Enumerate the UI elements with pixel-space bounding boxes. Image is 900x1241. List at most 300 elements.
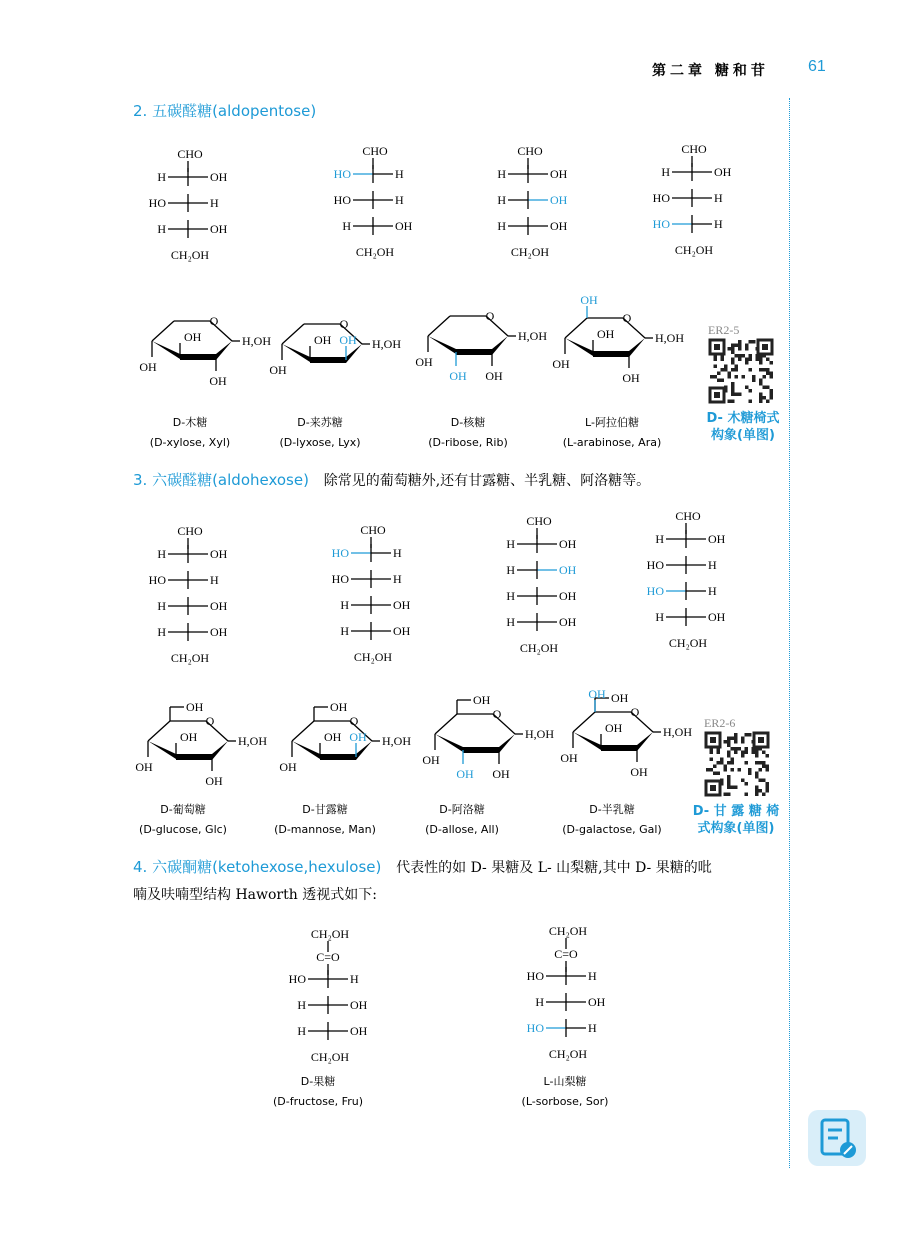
- qr-module: [766, 400, 770, 404]
- c2-hydroxyl: OH: [485, 369, 503, 383]
- qr-module: [731, 400, 735, 404]
- ring-bond: [180, 354, 216, 360]
- qr-finder-center: [758, 737, 764, 743]
- bond-line: [435, 714, 457, 734]
- qr-module: [762, 779, 766, 783]
- qr-caption-line: D- 木糖椅式: [706, 411, 780, 426]
- qr-module: [745, 344, 749, 348]
- qr-module: [734, 751, 738, 755]
- qr-module: [745, 782, 749, 786]
- qr-module: [720, 761, 724, 765]
- qr-module: [727, 740, 731, 744]
- qr-module: [738, 393, 742, 397]
- substituent-right: OH: [559, 589, 577, 603]
- qr-module: [759, 361, 763, 365]
- substituent-right: H: [393, 572, 402, 586]
- sugar-abbreviation: (L-sorbose, Sor): [521, 1095, 609, 1108]
- qr-module: [721, 358, 725, 362]
- substituent-left: H: [497, 219, 506, 233]
- qr-module: [731, 358, 735, 362]
- substituent-left: H: [661, 165, 670, 179]
- qr-module: [710, 758, 714, 762]
- qr-module: [759, 393, 763, 397]
- substituent-left: HO: [526, 969, 544, 983]
- qr-module: [741, 751, 745, 755]
- qr-module: [766, 768, 770, 772]
- substituent-left: H: [157, 547, 166, 561]
- c3-hydroxyl: OH: [456, 767, 474, 781]
- caption-ketose: [522, 1074, 609, 1108]
- qr-module: [756, 358, 760, 362]
- qr-caption-line: D- 甘 露 糖 椅: [692, 804, 780, 819]
- group-ch2oh: CH₂OH: [310, 927, 350, 941]
- ring-oxygen: O: [205, 714, 215, 728]
- qr-module: [738, 340, 742, 344]
- bond-line: [148, 721, 170, 741]
- qr-module: [734, 737, 738, 741]
- substituent-right: OH: [714, 165, 732, 179]
- fischer-l-arabinose: [653, 142, 732, 257]
- qr-module: [717, 379, 721, 383]
- qr-module: [741, 779, 745, 783]
- substituent-left: H: [535, 995, 544, 1009]
- qr-module: [748, 768, 752, 772]
- haworth-d-ribose: [415, 309, 547, 383]
- sugar-name: D-葡萄糖: [160, 803, 206, 816]
- caption-hexose: [425, 802, 499, 836]
- anomeric-group: H,OH: [525, 727, 554, 741]
- substituent-left: H: [655, 610, 664, 624]
- qr-module: [717, 751, 721, 755]
- qr-module: [745, 358, 749, 362]
- substituent-right: OH: [588, 995, 606, 1009]
- qr-module: [724, 365, 728, 369]
- haworth-d-xylose: [139, 314, 271, 388]
- qr-module: [759, 382, 763, 386]
- substituent-right: OH: [559, 615, 577, 629]
- ring-bond: [573, 732, 601, 750]
- qr-caption-line: 式构象(单图): [697, 821, 775, 836]
- c4-hydroxyl: OH: [588, 687, 606, 701]
- qr-module: [713, 772, 717, 776]
- qr-module: [770, 389, 774, 393]
- c4-hydroxyl: OH: [139, 360, 157, 374]
- c3-hydroxyl: OH: [314, 333, 332, 347]
- caption-hexose: [562, 802, 661, 836]
- group-cho: CHO: [362, 144, 388, 158]
- qr-module: [755, 775, 759, 779]
- c3-hydroxyl: OH: [180, 730, 198, 744]
- qr-module: [752, 340, 756, 344]
- qr-module: [731, 768, 735, 772]
- qr-module: [735, 344, 739, 348]
- section-text: 代表性的如 D- 果糖及 L- 山梨糖,其中 D- 果糖的吡: [396, 860, 712, 876]
- qr-module: [763, 396, 767, 400]
- substituent-left: H: [340, 624, 349, 638]
- group-cho: CHO: [675, 509, 701, 523]
- qr-module: [731, 368, 735, 372]
- group-carbonyl: C=O: [316, 950, 340, 964]
- qr-module: [748, 772, 752, 776]
- sugar-name: L-山梨糖: [543, 1075, 587, 1088]
- substituent-left: H: [506, 589, 515, 603]
- c6-hydroxyl: OH: [611, 691, 629, 705]
- substituent-left: HO: [288, 972, 306, 986]
- qr-module: [762, 765, 766, 769]
- c3-hydroxyl: OH: [184, 330, 202, 344]
- substituent-right: OH: [550, 193, 568, 207]
- substituent-right: H: [714, 217, 723, 231]
- qr-module: [766, 372, 770, 376]
- substituent-right: H: [395, 167, 404, 181]
- qr-module: [745, 361, 749, 365]
- qr-module: [759, 761, 763, 765]
- qr-module: [714, 375, 718, 379]
- substituent-right: H: [708, 558, 717, 572]
- qr-module: [766, 368, 770, 372]
- group-ch2oh: CH₂OH: [674, 243, 714, 257]
- substituent-left: HO: [652, 217, 670, 231]
- substituent-right: OH: [559, 563, 577, 577]
- ring-bond: [320, 754, 356, 760]
- fischer-d-fructose: [289, 927, 368, 1064]
- ring-oxygen: O: [492, 707, 502, 721]
- caption-ketose: [273, 1074, 363, 1108]
- ring-bond: [310, 357, 346, 363]
- qr-module: [763, 386, 767, 390]
- substituent-left: H: [157, 625, 166, 639]
- group-ch2oh: CH₂OH: [548, 924, 588, 938]
- qr-module: [741, 737, 745, 741]
- substituent-right: OH: [210, 170, 228, 184]
- anomeric-group: H,OH: [242, 334, 271, 348]
- substituent-right: H: [588, 969, 597, 983]
- substituent-right: H: [393, 546, 402, 560]
- substituent-left: H: [506, 563, 515, 577]
- qr-module: [731, 344, 735, 348]
- qr-module: [766, 782, 770, 786]
- qr-module: [727, 761, 731, 765]
- qr-module: [734, 740, 738, 744]
- sugar-abbreviation: (D-glucose, Glc): [139, 823, 227, 836]
- qr-module: [738, 354, 742, 358]
- qr-module: [721, 368, 725, 372]
- qr-module: [759, 379, 763, 383]
- c4-hydroxyl: OH: [415, 355, 433, 369]
- qr-module: [727, 786, 731, 790]
- qr-module: [731, 347, 735, 351]
- qr-module: [710, 375, 714, 379]
- fischer-d-lyxose: [334, 144, 413, 259]
- qr-module: [770, 396, 774, 400]
- substituent-left: H: [297, 998, 306, 1012]
- bond-line: [565, 318, 587, 338]
- group-cho: CHO: [177, 524, 203, 538]
- qr-module: [724, 793, 728, 797]
- substituent-right: OH: [708, 532, 726, 546]
- qr-module: [759, 396, 763, 400]
- ring-bond: [176, 754, 212, 760]
- haworth-d-mannose: [279, 700, 411, 774]
- qr-module: [731, 393, 735, 397]
- qr-module: [741, 754, 745, 758]
- c2-hydroxyl: OH: [622, 371, 640, 385]
- section-text: 除常见的葡萄糖外,还有甘露糖、半乳糖、阿洛糖等。: [323, 473, 651, 489]
- qr-module: [724, 368, 728, 372]
- qr-module: [755, 786, 759, 790]
- qr-module: [749, 389, 753, 393]
- qr-module: [731, 737, 735, 741]
- sugar-name: L-阿拉伯糖: [585, 416, 639, 429]
- anomeric-group: H,OH: [663, 725, 692, 739]
- qr-module: [762, 761, 766, 765]
- substituent-right: H: [210, 196, 219, 210]
- c4-hydroxyl: OH: [560, 751, 578, 765]
- c4-hydroxyl: OH: [580, 293, 598, 307]
- qr-module: [755, 772, 759, 776]
- substituent-left: H: [297, 1024, 306, 1038]
- notes-icon[interactable]: [808, 1110, 866, 1166]
- group-ch2oh: CH₂OH: [310, 1050, 350, 1064]
- qr-finder-center: [710, 737, 716, 743]
- fischer-d-galactose: [647, 509, 726, 650]
- c2-hydroxyl: OH: [349, 730, 367, 744]
- qr-module: [727, 751, 731, 755]
- qr-module: [735, 393, 739, 397]
- qr-module: [749, 400, 753, 404]
- qr-module: [727, 737, 731, 741]
- fischer-d-mannose: [332, 523, 411, 664]
- qr-module: [752, 375, 756, 379]
- substituent-left: HO: [333, 193, 351, 207]
- bond-line: [428, 316, 450, 336]
- sugar-abbreviation: (D-xylose, Xyl): [149, 436, 231, 449]
- qr-module: [731, 786, 735, 790]
- ring-bond: [637, 732, 653, 751]
- qr-module: [714, 365, 718, 369]
- caption-pentose: [150, 415, 230, 449]
- sugar-abbreviation: (D-fructose, Fru): [273, 1095, 363, 1108]
- ring-bond: [629, 338, 645, 357]
- section-label: 3. 六碳醛糖(aldohexose): [133, 471, 309, 489]
- qr-module: [745, 733, 749, 737]
- substituent-right: OH: [550, 167, 568, 181]
- qr-module: [763, 368, 767, 372]
- qr-module: [728, 375, 732, 379]
- qr-module: [762, 751, 766, 755]
- substituent-left: H: [340, 598, 349, 612]
- qr-module: [728, 400, 732, 404]
- ring-oxygen: O: [209, 314, 219, 328]
- qr-module: [735, 375, 739, 379]
- substituent-left: HO: [646, 558, 664, 572]
- ring-bond: [212, 741, 228, 760]
- qr-module: [710, 751, 714, 755]
- qr-module: [731, 386, 735, 390]
- substituent-left: HO: [148, 573, 166, 587]
- qr-module: [745, 761, 749, 765]
- bond-line: [282, 324, 304, 344]
- qr-finder-center: [762, 344, 768, 350]
- haworth-d-lyxose: [269, 317, 401, 377]
- substituent-right: H: [588, 1021, 597, 1035]
- substituent-left: HO: [652, 191, 670, 205]
- qr-module: [734, 733, 738, 737]
- qr-module: [717, 372, 721, 376]
- qr-module: [731, 361, 735, 365]
- group-ch2oh: CH₂OH: [548, 1047, 588, 1061]
- sugar-abbreviation: (D-ribose, Rib): [428, 436, 508, 449]
- qr-module: [745, 751, 749, 755]
- caption-hexose: [139, 802, 227, 836]
- fischer-d-ribose: [497, 144, 567, 259]
- substituent-right: OH: [550, 219, 568, 233]
- haworth-d-glucose: [135, 700, 267, 788]
- fischer-d-glucose: [149, 524, 228, 665]
- qr-caption-er2-5: [697, 410, 789, 444]
- qr-module: [755, 761, 759, 765]
- substituent-right: H: [714, 191, 723, 205]
- c2-hydroxyl: OH: [209, 374, 227, 388]
- substituent-left: H: [506, 537, 515, 551]
- qr-module: [738, 347, 742, 351]
- qr-module: [728, 372, 732, 376]
- qr-pattern: [702, 716, 772, 799]
- qr-module: [749, 368, 753, 372]
- qr-module: [770, 393, 774, 397]
- substituent-left: HO: [526, 1021, 544, 1035]
- ring-oxygen: O: [622, 311, 632, 325]
- qr-finder-center: [714, 344, 720, 350]
- qr-module: [745, 793, 749, 797]
- sugar-name: D-阿洛糖: [439, 803, 485, 816]
- group-ch2oh: CH₂OH: [668, 636, 708, 650]
- qr-module: [752, 379, 756, 383]
- substituent-left: H: [157, 599, 166, 613]
- qr-module: [727, 793, 731, 797]
- substituent-left: H: [655, 532, 664, 546]
- ring-bond: [282, 344, 310, 362]
- qr-module: [749, 358, 753, 362]
- substituent-left: H: [497, 167, 506, 181]
- qr-module: [734, 747, 738, 751]
- group-cho: CHO: [517, 144, 543, 158]
- qr-module: [745, 347, 749, 351]
- c4-hydroxyl: OH: [269, 363, 287, 377]
- qr-module: [759, 368, 763, 372]
- c4-hydroxyl: OH: [279, 760, 297, 774]
- ring-bond: [216, 341, 232, 360]
- substituent-right: OH: [393, 598, 411, 612]
- qr-module: [755, 789, 759, 793]
- substituent-left: H: [497, 193, 506, 207]
- qr-module: [759, 789, 763, 793]
- c2-hydroxyl: OH: [630, 765, 648, 779]
- caption-hexose: [274, 802, 376, 836]
- substituent-left: H: [157, 170, 166, 184]
- sugar-abbreviation: (D-galactose, Gal): [562, 823, 662, 836]
- substituent-right: H: [395, 193, 404, 207]
- substituent-left: HO: [333, 167, 351, 181]
- sugar-abbreviation: (D-allose, All): [425, 823, 499, 836]
- substituent-right: OH: [350, 1024, 368, 1038]
- group-cho: CHO: [360, 523, 386, 537]
- bond-line: [152, 321, 174, 341]
- substituent-right: OH: [210, 599, 228, 613]
- qr-code-id: ER2-6: [704, 716, 736, 730]
- qr-module: [721, 379, 725, 383]
- group-ch2oh: CH₂OH: [355, 245, 395, 259]
- group-ch2oh: CH₂OH: [510, 245, 550, 259]
- qr-module: [762, 793, 766, 797]
- qr-module: [759, 400, 763, 404]
- qr-module: [766, 789, 770, 793]
- qr-module: [742, 354, 746, 358]
- c3-hydroxyl: OH: [324, 730, 342, 744]
- anomeric-group: H,OH: [518, 329, 547, 343]
- qr-module: [710, 768, 714, 772]
- qr-module: [731, 389, 735, 393]
- ring-bond: [492, 336, 508, 355]
- qr-module: [735, 368, 739, 372]
- qr-module: [724, 740, 728, 744]
- c6-hydroxyl: OH: [186, 700, 204, 714]
- page-number: 61: [808, 58, 826, 75]
- qr-module: [731, 382, 735, 386]
- qr-module: [770, 375, 774, 379]
- substituent-right: OH: [395, 219, 413, 233]
- c6-hydroxyl: OH: [473, 693, 491, 707]
- substituent-right: OH: [559, 537, 577, 551]
- qr-module: [735, 354, 739, 358]
- qr-module: [748, 733, 752, 737]
- group-ch2oh: CH₂OH: [170, 651, 210, 665]
- substituent-left: HO: [331, 572, 349, 586]
- qr-module: [713, 765, 717, 769]
- qr-module: [717, 772, 721, 776]
- sugar-name: D-果糖: [300, 1075, 336, 1088]
- qr-module: [755, 754, 759, 758]
- ring-bond: [456, 349, 492, 355]
- substituent-right: H: [350, 972, 359, 986]
- group-carbonyl: C=O: [554, 947, 578, 961]
- haworth-d-allose: [422, 693, 554, 781]
- qr-module: [734, 786, 738, 790]
- qr-module: [731, 747, 735, 751]
- section-label: 4. 六碳酮糖(ketohexose,hexulose): [133, 858, 382, 876]
- qr-caption-line: 构象(单图): [711, 428, 775, 443]
- qr-module: [755, 751, 759, 755]
- c3-hydroxyl: OH: [449, 369, 467, 383]
- c6-hydroxyl: OH: [330, 700, 348, 714]
- section-label: 2. 五碳醛糖(aldopentose): [133, 102, 317, 120]
- ring-oxygen: O: [485, 309, 495, 323]
- sugar-name: D-核糖: [450, 416, 486, 429]
- qr-module: [759, 358, 763, 362]
- c4-hydroxyl: OH: [552, 357, 570, 371]
- substituent-right: OH: [350, 998, 368, 1012]
- qr-module: [770, 372, 774, 376]
- qr-caption-er2-6: [690, 803, 782, 837]
- fischer-d-xylose: [149, 147, 228, 262]
- qr-module: [724, 765, 728, 769]
- qr-module: [738, 344, 742, 348]
- c2-hydroxyl: OH: [492, 767, 510, 781]
- c2-hydroxyl: OH: [339, 333, 357, 347]
- qr-module: [766, 765, 770, 769]
- qr-module: [717, 761, 721, 765]
- substituent-right: H: [210, 573, 219, 587]
